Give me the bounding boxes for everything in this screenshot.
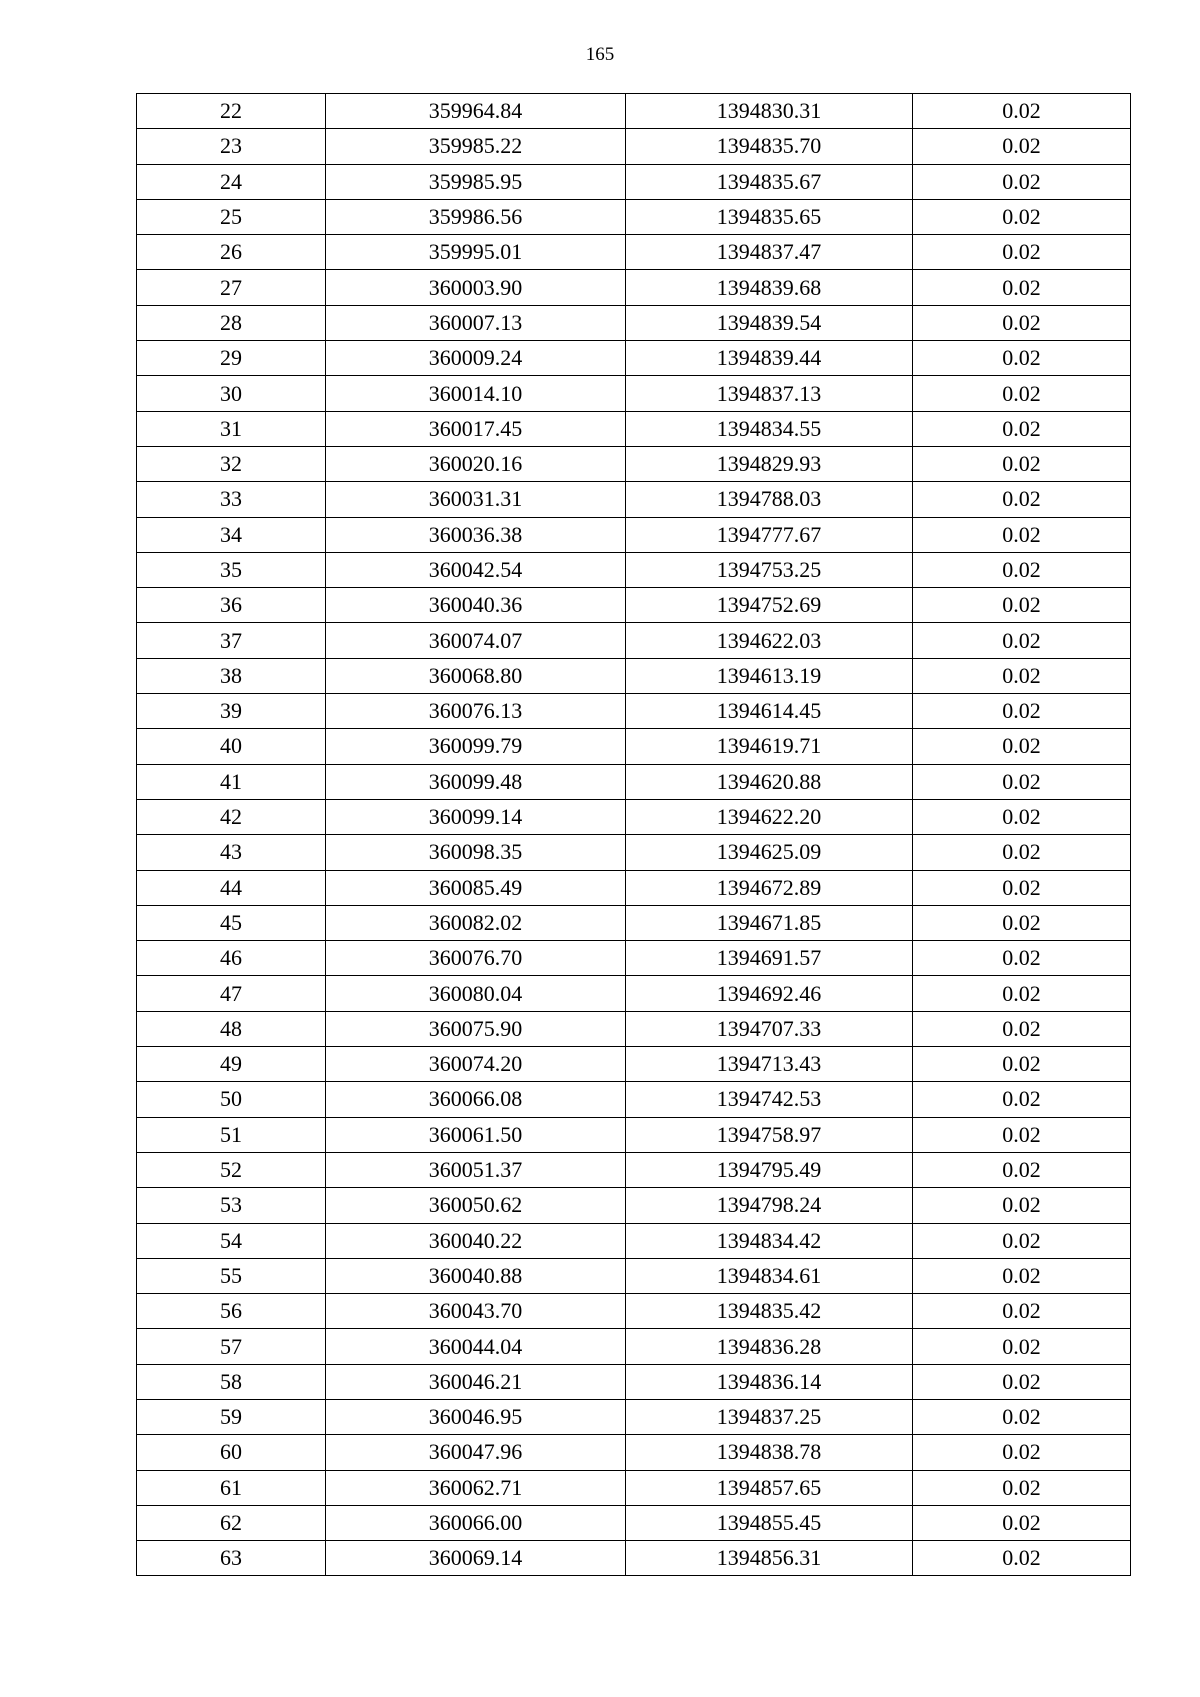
accuracy-cell: 0.02: [913, 799, 1131, 834]
point-number-cell: 24: [137, 164, 326, 199]
accuracy-cell: 0.02: [913, 1294, 1131, 1329]
y-coordinate-cell: 1394834.61: [626, 1258, 913, 1293]
point-number-cell: 27: [137, 270, 326, 305]
y-coordinate-cell: 1394619.71: [626, 729, 913, 764]
point-number-cell: 60: [137, 1435, 326, 1470]
table-row: [137, 588, 1131, 623]
accuracy-cell: 0.02: [913, 235, 1131, 270]
point-number-cell: 38: [137, 658, 326, 693]
x-coordinate-cell: 360061.50: [326, 1117, 626, 1152]
y-coordinate-cell: 1394857.65: [626, 1470, 913, 1505]
x-coordinate-cell: 360040.22: [326, 1223, 626, 1258]
table-row: [137, 976, 1131, 1011]
point-number-cell: 61: [137, 1470, 326, 1505]
point-number-cell: 42: [137, 799, 326, 834]
x-coordinate-cell: 360020.16: [326, 446, 626, 481]
point-number-cell: 32: [137, 446, 326, 481]
x-coordinate-cell: 360076.13: [326, 694, 626, 729]
point-number-cell: 44: [137, 870, 326, 905]
x-coordinate-cell: 360066.08: [326, 1082, 626, 1117]
table-row: [137, 1117, 1131, 1152]
point-number-cell: 47: [137, 976, 326, 1011]
x-coordinate-cell: 360099.14: [326, 799, 626, 834]
accuracy-cell: 0.02: [913, 1258, 1131, 1293]
accuracy-cell: 0.02: [913, 1505, 1131, 1540]
accuracy-cell: 0.02: [913, 199, 1131, 234]
point-number-cell: 35: [137, 552, 326, 587]
table-row: [137, 270, 1131, 305]
x-coordinate-cell: 360099.48: [326, 764, 626, 799]
accuracy-cell: 0.02: [913, 694, 1131, 729]
accuracy-cell: 0.02: [913, 1541, 1131, 1576]
accuracy-cell: 0.02: [913, 129, 1131, 164]
y-coordinate-cell: 1394758.97: [626, 1117, 913, 1152]
table-row: [137, 764, 1131, 799]
x-coordinate-cell: 360080.04: [326, 976, 626, 1011]
table-row: [137, 658, 1131, 693]
point-number-cell: 30: [137, 376, 326, 411]
point-number-cell: 41: [137, 764, 326, 799]
point-number-cell: 34: [137, 517, 326, 552]
table-row: [137, 517, 1131, 552]
point-number-cell: 36: [137, 588, 326, 623]
y-coordinate-cell: 1394742.53: [626, 1082, 913, 1117]
y-coordinate-cell: 1394707.33: [626, 1011, 913, 1046]
x-coordinate-cell: 360043.70: [326, 1294, 626, 1329]
y-coordinate-cell: 1394835.67: [626, 164, 913, 199]
y-coordinate-cell: 1394834.55: [626, 411, 913, 446]
accuracy-cell: 0.02: [913, 870, 1131, 905]
accuracy-cell: 0.02: [913, 1399, 1131, 1434]
x-coordinate-cell: 360017.45: [326, 411, 626, 446]
point-number-cell: 62: [137, 1505, 326, 1540]
point-number-cell: 40: [137, 729, 326, 764]
point-number-cell: 25: [137, 199, 326, 234]
table-row: [137, 1011, 1131, 1046]
table-row: [137, 482, 1131, 517]
accuracy-cell: 0.02: [913, 270, 1131, 305]
y-coordinate-cell: 1394622.03: [626, 623, 913, 658]
y-coordinate-cell: 1394836.28: [626, 1329, 913, 1364]
point-number-cell: 45: [137, 905, 326, 940]
y-coordinate-cell: 1394671.85: [626, 905, 913, 940]
table-row: [137, 552, 1131, 587]
x-coordinate-cell: 360074.20: [326, 1047, 626, 1082]
x-coordinate-cell: 360036.38: [326, 517, 626, 552]
accuracy-cell: 0.02: [913, 305, 1131, 340]
point-number-cell: 56: [137, 1294, 326, 1329]
y-coordinate-cell: 1394839.44: [626, 341, 913, 376]
y-coordinate-cell: 1394613.19: [626, 658, 913, 693]
table-row: [137, 341, 1131, 376]
table-row: [137, 623, 1131, 658]
x-coordinate-cell: 360050.62: [326, 1188, 626, 1223]
accuracy-cell: 0.02: [913, 376, 1131, 411]
accuracy-cell: 0.02: [913, 588, 1131, 623]
point-number-cell: 29: [137, 341, 326, 376]
accuracy-cell: 0.02: [913, 1329, 1131, 1364]
y-coordinate-cell: 1394753.25: [626, 552, 913, 587]
accuracy-cell: 0.02: [913, 1152, 1131, 1187]
point-number-cell: 58: [137, 1364, 326, 1399]
y-coordinate-cell: 1394620.88: [626, 764, 913, 799]
x-coordinate-cell: 360068.80: [326, 658, 626, 693]
table-row: [137, 1188, 1131, 1223]
x-coordinate-cell: 360047.96: [326, 1435, 626, 1470]
y-coordinate-cell: 1394625.09: [626, 835, 913, 870]
y-coordinate-cell: 1394829.93: [626, 446, 913, 481]
x-coordinate-cell: 360014.10: [326, 376, 626, 411]
point-number-cell: 50: [137, 1082, 326, 1117]
point-number-cell: 53: [137, 1188, 326, 1223]
accuracy-cell: 0.02: [913, 1011, 1131, 1046]
table-row: [137, 1470, 1131, 1505]
y-coordinate-cell: 1394777.67: [626, 517, 913, 552]
table-row: [137, 1258, 1131, 1293]
x-coordinate-cell: 360098.35: [326, 835, 626, 870]
table-row: [137, 305, 1131, 340]
table-row: [137, 1364, 1131, 1399]
x-coordinate-cell: 360082.02: [326, 905, 626, 940]
accuracy-cell: 0.02: [913, 623, 1131, 658]
y-coordinate-cell: 1394830.31: [626, 94, 913, 129]
x-coordinate-cell: 360074.07: [326, 623, 626, 658]
table-row: [137, 411, 1131, 446]
y-coordinate-cell: 1394855.45: [626, 1505, 913, 1540]
y-coordinate-cell: 1394835.65: [626, 199, 913, 234]
accuracy-cell: 0.02: [913, 1047, 1131, 1082]
x-coordinate-cell: 360075.90: [326, 1011, 626, 1046]
point-number-cell: 23: [137, 129, 326, 164]
accuracy-cell: 0.02: [913, 1117, 1131, 1152]
x-coordinate-cell: 360051.37: [326, 1152, 626, 1187]
point-number-cell: 51: [137, 1117, 326, 1152]
x-coordinate-cell: 360085.49: [326, 870, 626, 905]
y-coordinate-cell: 1394672.89: [626, 870, 913, 905]
accuracy-cell: 0.02: [913, 1223, 1131, 1258]
table-row: [137, 1399, 1131, 1434]
table-row: [137, 164, 1131, 199]
x-coordinate-cell: 359985.22: [326, 129, 626, 164]
table-row: [137, 235, 1131, 270]
table-row: [137, 1505, 1131, 1540]
point-number-cell: 31: [137, 411, 326, 446]
point-number-cell: 52: [137, 1152, 326, 1187]
y-coordinate-cell: 1394837.47: [626, 235, 913, 270]
table-row: [137, 1223, 1131, 1258]
accuracy-cell: 0.02: [913, 517, 1131, 552]
y-coordinate-cell: 1394838.78: [626, 1435, 913, 1470]
accuracy-cell: 0.02: [913, 341, 1131, 376]
table-row: [137, 1294, 1131, 1329]
table-row: [137, 1329, 1131, 1364]
accuracy-cell: 0.02: [913, 552, 1131, 587]
table-row: [137, 129, 1131, 164]
x-coordinate-cell: 360099.79: [326, 729, 626, 764]
y-coordinate-cell: 1394622.20: [626, 799, 913, 834]
point-number-cell: 46: [137, 941, 326, 976]
y-coordinate-cell: 1394752.69: [626, 588, 913, 623]
accuracy-cell: 0.02: [913, 1470, 1131, 1505]
table-row: [137, 905, 1131, 940]
y-coordinate-cell: 1394692.46: [626, 976, 913, 1011]
table-row: [137, 94, 1131, 129]
coordinates-table: [136, 93, 1131, 1576]
table-row: [137, 1047, 1131, 1082]
table-row: [137, 446, 1131, 481]
point-number-cell: 39: [137, 694, 326, 729]
y-coordinate-cell: 1394691.57: [626, 941, 913, 976]
table-row: [137, 870, 1131, 905]
x-coordinate-cell: 359986.56: [326, 199, 626, 234]
point-number-cell: 59: [137, 1399, 326, 1434]
table-row: [137, 1082, 1131, 1117]
point-number-cell: 43: [137, 835, 326, 870]
y-coordinate-cell: 1394856.31: [626, 1541, 913, 1576]
x-coordinate-cell: 360003.90: [326, 270, 626, 305]
y-coordinate-cell: 1394837.25: [626, 1399, 913, 1434]
accuracy-cell: 0.02: [913, 976, 1131, 1011]
accuracy-cell: 0.02: [913, 941, 1131, 976]
x-coordinate-cell: 360040.88: [326, 1258, 626, 1293]
table-row: [137, 835, 1131, 870]
page-number: 165: [585, 44, 615, 65]
x-coordinate-cell: 359995.01: [326, 235, 626, 270]
point-number-cell: 28: [137, 305, 326, 340]
y-coordinate-cell: 1394614.45: [626, 694, 913, 729]
point-number-cell: 37: [137, 623, 326, 658]
x-coordinate-cell: 359964.84: [326, 94, 626, 129]
point-number-cell: 49: [137, 1047, 326, 1082]
y-coordinate-cell: 1394788.03: [626, 482, 913, 517]
table-row: [137, 199, 1131, 234]
accuracy-cell: 0.02: [913, 658, 1131, 693]
table-row: [137, 729, 1131, 764]
point-number-cell: 57: [137, 1329, 326, 1364]
accuracy-cell: 0.02: [913, 1188, 1131, 1223]
point-number-cell: 48: [137, 1011, 326, 1046]
x-coordinate-cell: 360062.71: [326, 1470, 626, 1505]
accuracy-cell: 0.02: [913, 482, 1131, 517]
y-coordinate-cell: 1394713.43: [626, 1047, 913, 1082]
y-coordinate-cell: 1394836.14: [626, 1364, 913, 1399]
accuracy-cell: 0.02: [913, 1364, 1131, 1399]
accuracy-cell: 0.02: [913, 764, 1131, 799]
x-coordinate-cell: 360042.54: [326, 552, 626, 587]
accuracy-cell: 0.02: [913, 411, 1131, 446]
point-number-cell: 55: [137, 1258, 326, 1293]
point-number-cell: 22: [137, 94, 326, 129]
y-coordinate-cell: 1394798.24: [626, 1188, 913, 1223]
table-row: [137, 941, 1131, 976]
x-coordinate-cell: 360009.24: [326, 341, 626, 376]
table-row: [137, 799, 1131, 834]
y-coordinate-cell: 1394839.54: [626, 305, 913, 340]
table-row: [137, 1435, 1131, 1470]
y-coordinate-cell: 1394835.42: [626, 1294, 913, 1329]
accuracy-cell: 0.02: [913, 1435, 1131, 1470]
accuracy-cell: 0.02: [913, 1082, 1131, 1117]
accuracy-cell: 0.02: [913, 905, 1131, 940]
x-coordinate-cell: 360040.36: [326, 588, 626, 623]
y-coordinate-cell: 1394835.70: [626, 129, 913, 164]
x-coordinate-cell: 359985.95: [326, 164, 626, 199]
point-number-cell: 63: [137, 1541, 326, 1576]
point-number-cell: 33: [137, 482, 326, 517]
accuracy-cell: 0.02: [913, 94, 1131, 129]
table-row: [137, 376, 1131, 411]
point-number-cell: 26: [137, 235, 326, 270]
x-coordinate-cell: 360076.70: [326, 941, 626, 976]
x-coordinate-cell: 360069.14: [326, 1541, 626, 1576]
table-row: [137, 694, 1131, 729]
x-coordinate-cell: 360046.21: [326, 1364, 626, 1399]
x-coordinate-cell: 360007.13: [326, 305, 626, 340]
y-coordinate-cell: 1394834.42: [626, 1223, 913, 1258]
accuracy-cell: 0.02: [913, 729, 1131, 764]
accuracy-cell: 0.02: [913, 446, 1131, 481]
y-coordinate-cell: 1394839.68: [626, 270, 913, 305]
accuracy-cell: 0.02: [913, 835, 1131, 870]
table-row: [137, 1541, 1131, 1576]
y-coordinate-cell: 1394795.49: [626, 1152, 913, 1187]
table-row: [137, 1152, 1131, 1187]
x-coordinate-cell: 360031.31: [326, 482, 626, 517]
y-coordinate-cell: 1394837.13: [626, 376, 913, 411]
point-number-cell: 54: [137, 1223, 326, 1258]
x-coordinate-cell: 360046.95: [326, 1399, 626, 1434]
accuracy-cell: 0.02: [913, 164, 1131, 199]
x-coordinate-cell: 360066.00: [326, 1505, 626, 1540]
coordinates-table-body: [137, 94, 1131, 1576]
x-coordinate-cell: 360044.04: [326, 1329, 626, 1364]
